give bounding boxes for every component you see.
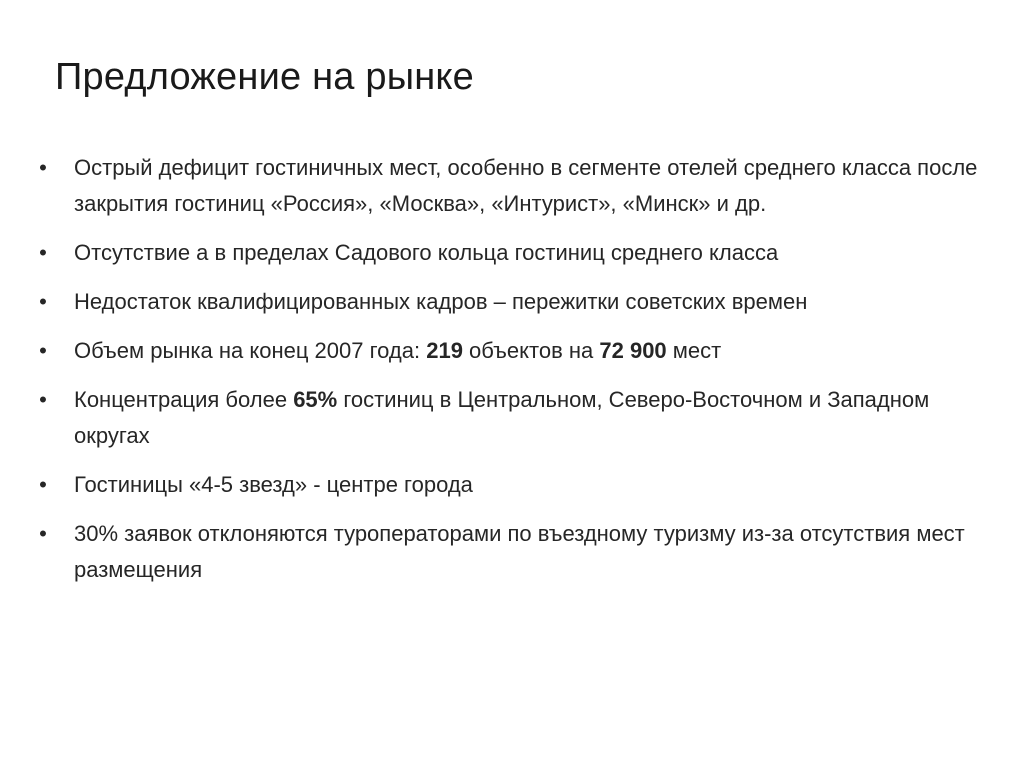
bullet-emphasis: 219 [426,338,463,363]
slide-title: Предложение на рынке [55,56,474,98]
bullet-segment: Недостаток квалифицированных кадров – пережитки советских времен [74,289,808,314]
bullet-item [36,382,986,454]
bullet-segment: Острый дефицит гостиничных мест, особенно в сегменте отелей среднего класса после закрытия гостиниц «Россия», «Москва», «Интурист», «Минск» и др. [74,155,978,216]
bullet-emphasis: 65% [293,387,338,412]
bullet-list [36,150,986,601]
bullet-segment: Гостиницы «4-5 звезд» - центре города [74,472,473,497]
bullet-segment: мест [666,338,722,363]
bullet-dot-icon: • [39,521,47,546]
bullet-segment: Концентрация более [74,387,294,412]
bullet-dot-icon: • [39,387,47,412]
bullet-item [36,284,986,320]
bullet-emphasis: 72 900 [599,338,667,363]
bullet-item [36,467,986,503]
bullet-text [74,155,977,216]
bullet-text [74,338,721,363]
bullet-item [36,516,986,588]
bullet-dot-icon: • [39,240,47,265]
bullet-segment: гостиниц в Центральном, Северо-Восточном и Западном округах [74,387,930,448]
bullet-text [74,472,473,497]
bullet-dot-icon: • [39,289,47,314]
bullet-item [36,235,986,271]
bullet-segment: объектов на [462,338,600,363]
bullet-segment: Отсутствие а в пределах Садового кольца гостиниц среднего класса [74,240,779,265]
bullet-segment: 30% заявок отклоняются туроператорами по въездному туризму из-за отсутствия мест размещения [74,521,965,582]
bullet-dot-icon: • [39,155,47,180]
bullet-item [36,333,986,369]
bullet-dot-icon: • [39,338,47,363]
bullet-text [74,289,807,314]
bullet-text [74,521,965,582]
bullet-text [74,240,778,265]
bullet-item [36,150,986,222]
bullet-dot-icon: • [39,472,47,497]
bullet-text [74,387,929,448]
bullet-segment: Объем рынка на конец 2007 года: [74,338,427,363]
